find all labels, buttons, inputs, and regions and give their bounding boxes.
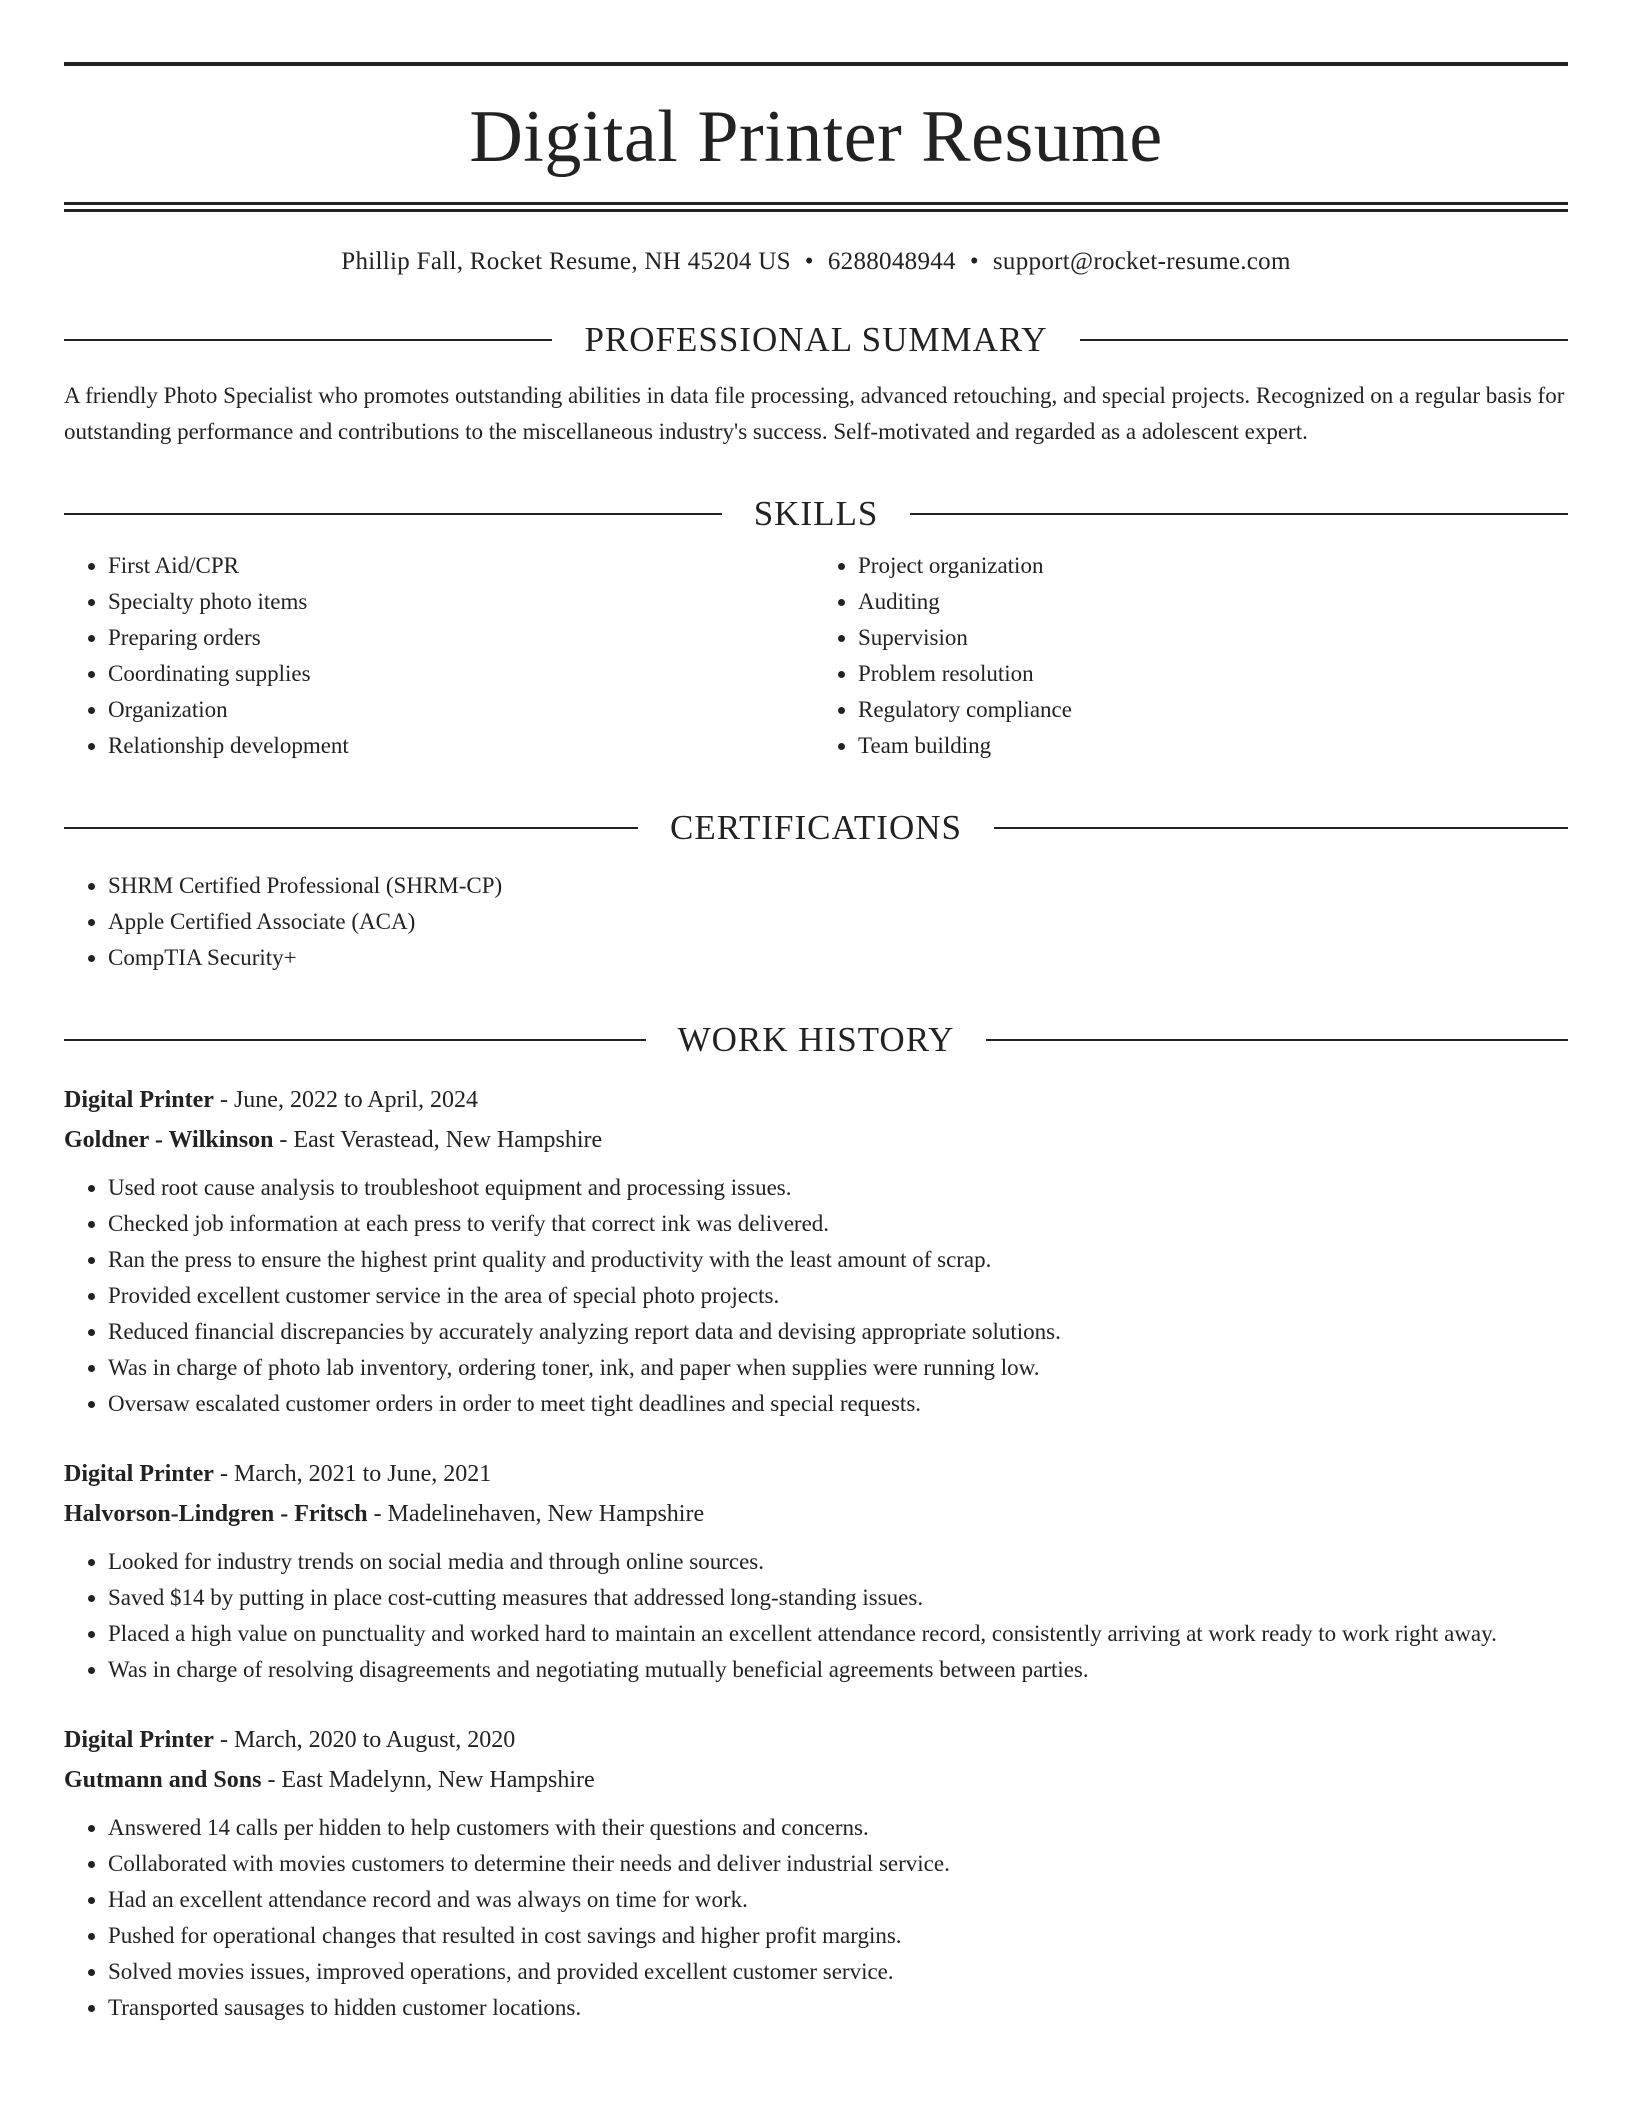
skill-item: • Problem resolution <box>858 656 1568 692</box>
skills-columns <box>64 548 1568 764</box>
title-double-rule <box>64 202 1568 212</box>
job-bullet: • Was in charge of photo lab inventory, ordering toner, ink, and paper when supplies were running low. <box>108 1350 1568 1386</box>
section-title-skills: SKILLS <box>753 494 879 533</box>
section-title-certifications: CERTIFICATIONS <box>670 808 962 847</box>
certification-item: • SHRM Certified Professional (SHRM-CP) <box>108 868 1568 904</box>
job-bullet: • Pushed for operational changes that resulted in cost savings and higher profit margins. <box>108 1918 1568 1954</box>
contact-line <box>64 248 1568 276</box>
job-company-line <box>64 1760 1568 1800</box>
job-bullet: • Checked job information at each press to verify that correct ink was delivered. <box>108 1206 1568 1242</box>
job-entry <box>64 1720 1568 2026</box>
skill-item: • Preparing orders <box>108 620 816 656</box>
section-rule <box>910 513 1568 515</box>
certification-item: • CompTIA Security+ <box>108 940 1568 976</box>
job-bullet: • Answered 14 calls per hidden to help customers with their questions and concerns. <box>108 1810 1568 1846</box>
job-bullet: • Used root cause analysis to troubleshoot equipment and processing issues. <box>108 1170 1568 1206</box>
job-location: - East Verastead, New Hampshire <box>273 1127 603 1153</box>
section-rule <box>64 339 552 341</box>
section-header-certifications <box>64 808 1568 848</box>
job-bullet: • Ran the press to ensure the highest print quality and productivity with the least amount of scrap. <box>108 1242 1568 1278</box>
contact-separator: • <box>804 248 814 275</box>
job-bullet: • Collaborated with movies customers to determine their needs and deliver industrial service. <box>108 1846 1568 1882</box>
job-bullet: • Provided excellent customer service in the area of special photo projects. <box>108 1278 1568 1314</box>
summary-text: A friendly Photo Specialist who promotes outstanding abilities in data file processing, advanced retouching, and special projects. Recognized on a regular basis for outstanding performance and contributions to the miscellaneous industry's success. Self-motivated and regarded as a adolescent expert. <box>64 383 1565 444</box>
page-title: Digital Printer Resume <box>469 96 1163 178</box>
job-title-line <box>64 1454 1568 1494</box>
job-company: Goldner - Wilkinson <box>64 1127 274 1153</box>
skill-item: • Supervision <box>858 620 1568 656</box>
job-company-line <box>64 1120 1568 1160</box>
skill-item: • Coordinating supplies <box>108 656 816 692</box>
certifications-list <box>64 868 1568 976</box>
skills-list-left <box>64 548 816 764</box>
skill-item: • Auditing <box>858 584 1568 620</box>
job-dates: - March, 2021 to June, 2021 <box>213 1461 492 1487</box>
job-location: - East Madelynn, New Hampshire <box>261 1767 595 1793</box>
contact-phone: 6288048944 <box>827 248 956 275</box>
job-title-line <box>64 1080 1568 1120</box>
job-title-line <box>64 1720 1568 1760</box>
section-title-summary: PROFESSIONAL SUMMARY <box>584 320 1048 359</box>
job-bullets <box>64 1544 1568 1688</box>
skill-item: • Relationship development <box>108 728 816 764</box>
job-bullet: • Transported sausages to hidden customer locations. <box>108 1990 1568 2026</box>
skill-item: • Project organization <box>858 548 1568 584</box>
section-rule <box>64 827 638 829</box>
job-bullet: • Solved movies issues, improved operations, and provided excellent customer service. <box>108 1954 1568 1990</box>
job-title: Digital Printer <box>64 1461 214 1487</box>
job-bullet: • Oversaw escalated customer orders in order to meet tight deadlines and special requests. <box>108 1386 1568 1422</box>
job-dates: - March, 2020 to August, 2020 <box>213 1727 516 1753</box>
skills-list-right <box>816 548 1568 764</box>
job-dates: - June, 2022 to April, 2024 <box>213 1087 478 1113</box>
contact-address: Phillip Fall, Rocket Resume, NH 45204 US <box>341 248 791 275</box>
section-rule <box>986 1039 1568 1041</box>
skill-item: • First Aid/CPR <box>108 548 816 584</box>
section-header-skills <box>64 494 1568 534</box>
skill-item: • Organization <box>108 692 816 728</box>
section-rule <box>64 513 722 515</box>
section-rule <box>64 1039 646 1041</box>
job-bullet: • Had an excellent attendance record and was always on time for work. <box>108 1882 1568 1918</box>
contact-email: support@rocket-resume.com <box>992 248 1291 275</box>
section-title-work: WORK HISTORY <box>677 1020 955 1059</box>
job-bullet: • Reduced financial discrepancies by accurately analyzing report data and devising appropriate solutions. <box>108 1314 1568 1350</box>
top-rule <box>64 62 1568 66</box>
job-bullet: • Looked for industry trends on social media and through online sources. <box>108 1544 1568 1580</box>
section-header-work <box>64 1020 1568 1060</box>
section-rule <box>1080 339 1568 341</box>
job-company: Halvorson-Lindgren - Fritsch <box>64 1501 368 1527</box>
certification-item: • Apple Certified Associate (ACA) <box>108 904 1568 940</box>
skill-item: • Regulatory compliance <box>858 692 1568 728</box>
job-bullets <box>64 1170 1568 1422</box>
job-company: Gutmann and Sons <box>64 1767 262 1793</box>
skill-item: • Team building <box>858 728 1568 764</box>
job-entry <box>64 1454 1568 1688</box>
job-entry <box>64 1080 1568 1422</box>
job-title: Digital Printer <box>64 1727 214 1753</box>
job-company-line <box>64 1494 1568 1534</box>
skill-item: • Specialty photo items <box>108 584 816 620</box>
job-location: - Madelinehaven, New Hampshire <box>367 1501 705 1527</box>
job-bullet: • Saved $14 by putting in place cost-cutting measures that addressed long-standing issues. <box>108 1580 1568 1616</box>
job-bullet: • Was in charge of resolving disagreements and negotiating mutually beneficial agreements between parties. <box>108 1652 1568 1688</box>
section-header-summary <box>64 320 1568 360</box>
resume-page <box>64 0 1568 2026</box>
job-bullet: • Placed a high value on punctuality and worked hard to maintain an excellent attendance record, consistently arriving at work ready to work right away. <box>108 1616 1568 1652</box>
job-bullets <box>64 1810 1568 2026</box>
section-rule <box>994 827 1568 829</box>
job-title: Digital Printer <box>64 1087 214 1113</box>
contact-separator: • <box>969 248 979 275</box>
